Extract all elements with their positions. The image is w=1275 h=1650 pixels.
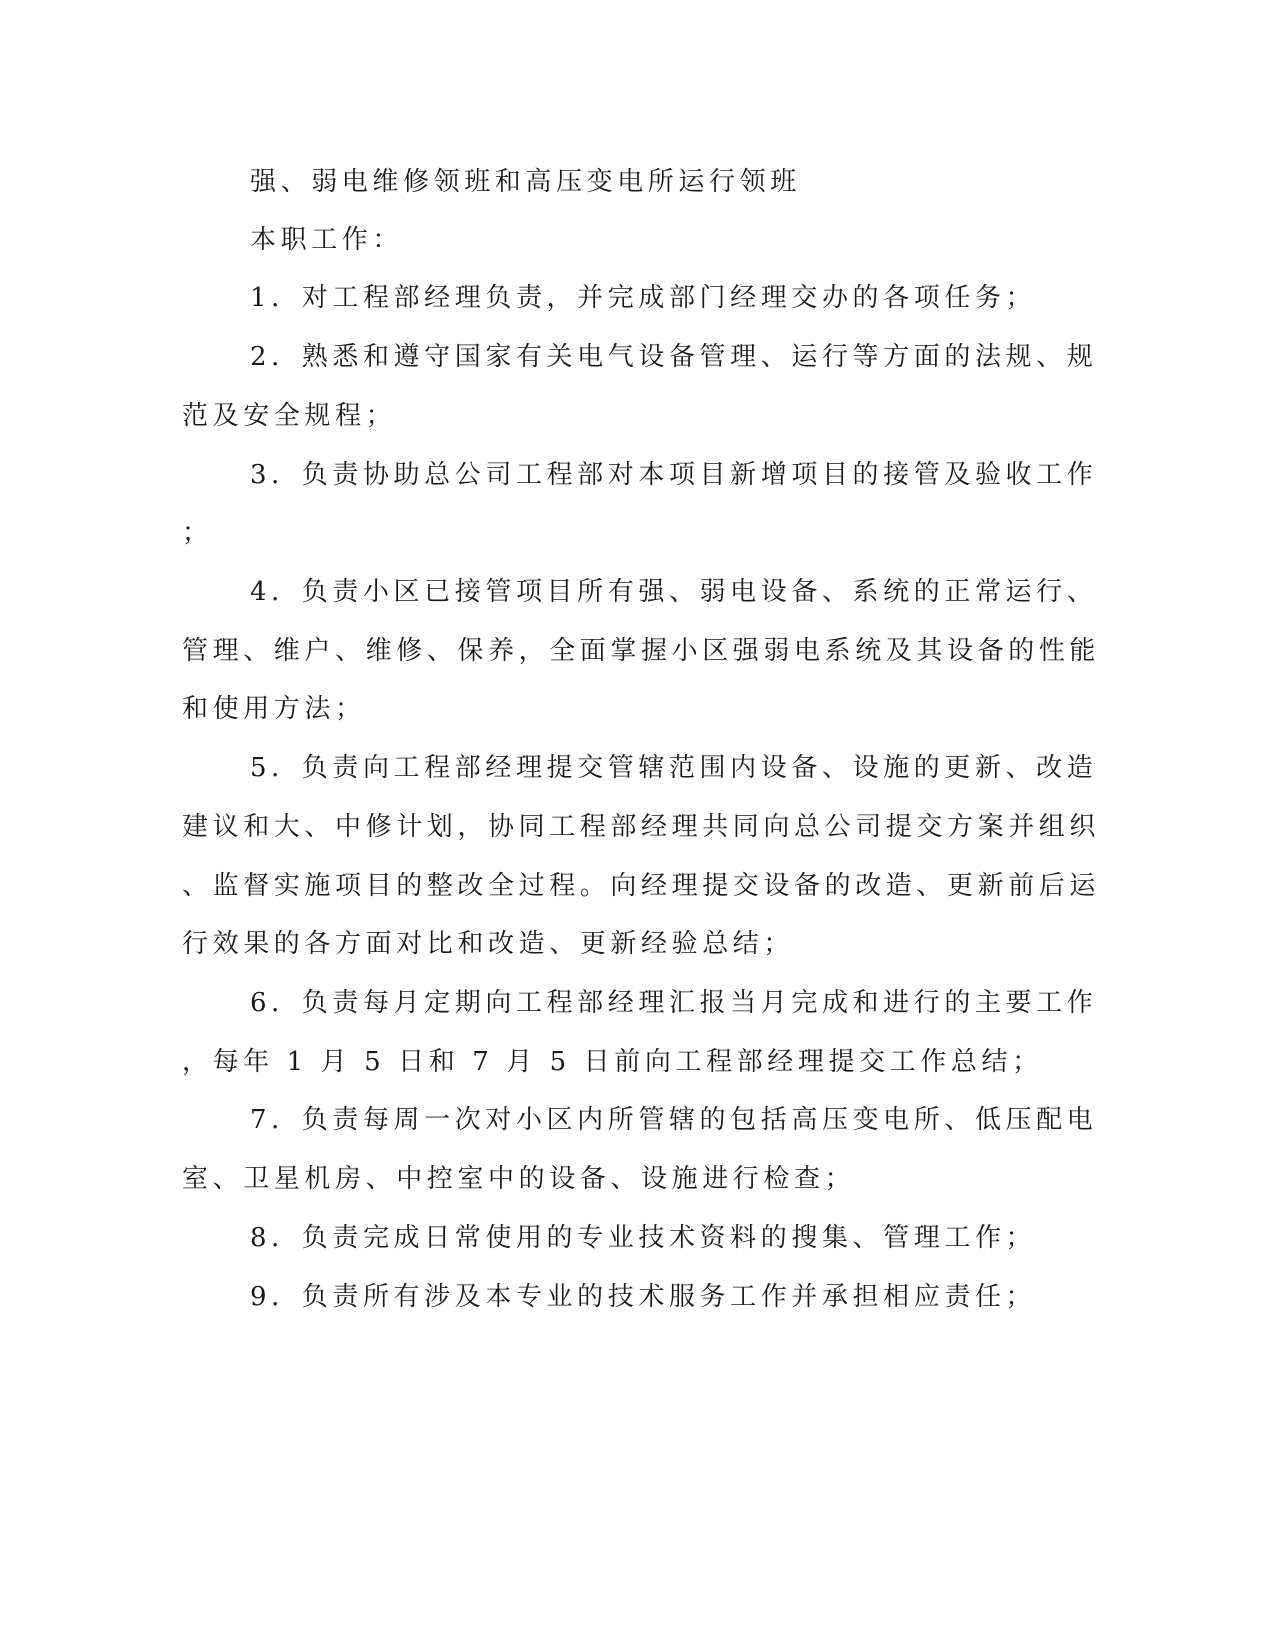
- text-line: 6．负责每月定期向工程部经理汇报当月完成和进行的主要工作: [250, 988, 1098, 1018]
- section-heading: 本职工作：: [250, 225, 404, 255]
- text-line: ；: [182, 518, 213, 548]
- text-line: 8．负责完成日常使用的专业技术资料的搜集、管理工作；: [250, 1223, 1037, 1253]
- text-line: 和使用方法；: [182, 694, 366, 724]
- text-line: ，每年 1 月 5 日和 7 月 5 日前向工程部经理提交工作总结；: [182, 1047, 1043, 1077]
- text-line: 行效果的各方面对比和改造、更新经验总结；: [182, 929, 795, 959]
- text-line: 1．对工程部经理负责，并完成部门经理交办的各项任务；: [250, 283, 1037, 313]
- text-line: 5．负责向工程部经理提交管辖范围内设备、设施的更新、改造: [250, 753, 1098, 783]
- text-line: 室、卫星机房、中控室中的设备、设施进行检查；: [182, 1164, 856, 1194]
- text-line: 7．负责每周一次对小区内所管辖的包括高压变电所、低压配电: [250, 1105, 1098, 1135]
- document-title: 强、弱电维修领班和高压变电所运行领班: [250, 167, 801, 197]
- text-line: 4．负责小区已接管项目所有强、弱电设备、系统的正常运行、: [250, 577, 1098, 607]
- text-line: 2．熟悉和遵守国家有关电气设备管理、运行等方面的法规、规: [250, 342, 1098, 372]
- text-line: 3．负责协助总公司工程部对本项目新增项目的接管及验收工作: [250, 460, 1098, 490]
- text-line: 9．负责所有涉及本专业的技术服务工作并承担相应责任；: [250, 1282, 1037, 1312]
- text-line: 管理、维户、维修、保养，全面掌握小区强弱电系统及其设备的性能: [182, 636, 1101, 666]
- text-line: 、监督实施项目的整改全过程。向经理提交设备的改造、更新前后运: [182, 871, 1101, 901]
- text-line: 建议和大、中修计划，协同工程部经理共同向总公司提交方案并组织: [182, 812, 1101, 842]
- text-line: 范及安全规程；: [182, 401, 397, 431]
